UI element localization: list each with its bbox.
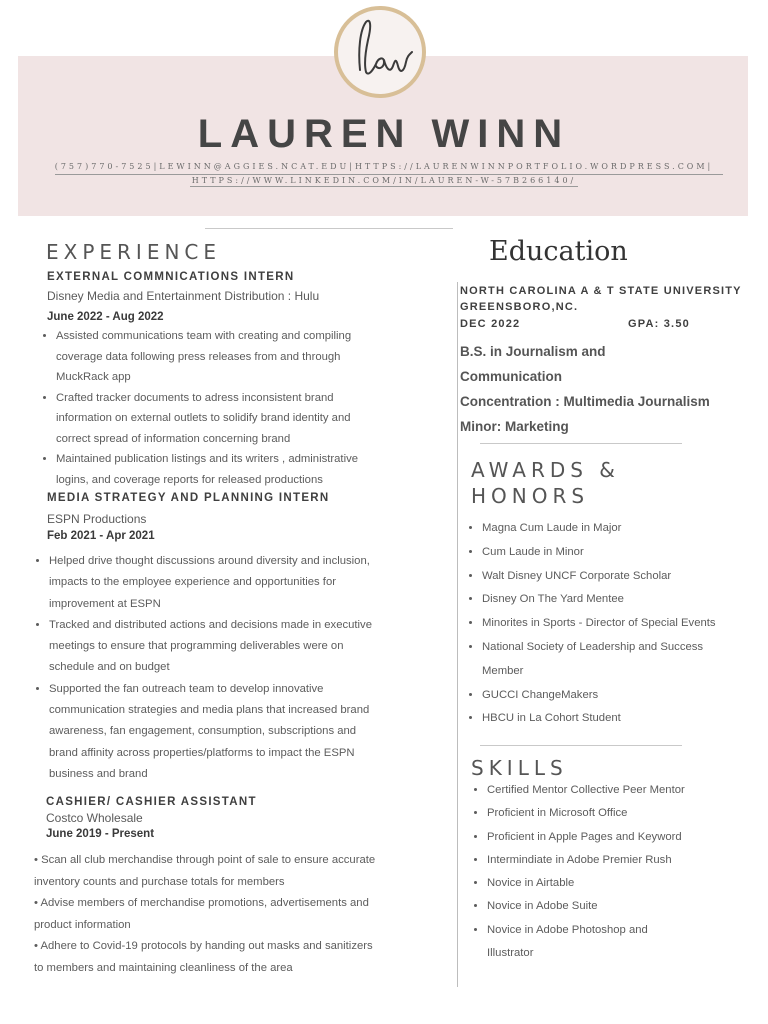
awards-heading: AWARDS & <box>471 458 620 482</box>
job-dates: June 2019 - Present <box>46 828 155 840</box>
duty-item: • Maintained publication listings and its writers , administrative <box>56 449 416 470</box>
contact-info-line-2[interactable]: HTTPS://WWW.LINKEDIN.COM/IN/LAUREN-W-57B266140/ <box>191 176 577 185</box>
degree-line: B.S. in Journalism and <box>460 344 606 359</box>
duty-line: • Adhere to Covid-19 protocols by handing out masks and sanitizers <box>34 940 373 952</box>
awards-list <box>470 517 752 731</box>
duty-line: • Scan all club merchandise through point of sale to ensure accurate <box>34 854 376 866</box>
duty-continuation: correct spread of information concerning brand <box>56 432 291 445</box>
duty-continuation: MuckRack app <box>56 371 131 383</box>
skill-item: • Proficient in Apple Pages and Keyword <box>487 826 757 849</box>
degree-line: Communication <box>460 369 563 384</box>
skill-continuation: Illustrator <box>487 947 534 960</box>
duty-continuation: schedule and on budget <box>49 661 170 674</box>
duty-line: to members and maintaining cleanliness of the area <box>34 961 293 974</box>
job-duties <box>34 850 434 979</box>
skill-item: • Novice in Adobe Photoshop and <box>487 919 757 942</box>
minor: Minor: Marketing <box>460 419 569 434</box>
duty-line: product information <box>34 918 131 931</box>
duty-item: • Helped drive thought discussions around diversity and inclusion, <box>49 551 429 572</box>
school-name: NORTH CAROLINA A & T STATE UNIVERSITY <box>460 285 742 297</box>
duty-item: • Tracked and distributed actions and decisions made in executive <box>49 615 429 636</box>
duty-continuation: information on external outlets to solidify brand identity and <box>56 412 351 424</box>
duty-continuation: impacts to the employee experience and opportunities for <box>49 576 336 589</box>
contact-info-line-1[interactable]: (757)770-7525|LEWINN@AGGIES.NCAT.EDU|HTTPS://LAURENWINNPORTFOLIO.WORDPRESS.COM| <box>54 162 714 171</box>
job-duties <box>37 551 429 785</box>
award-item: • National Society of Leadership and Success <box>482 636 752 660</box>
skill-item: • Proficient in Microsoft Office <box>487 802 757 825</box>
duty-continuation: improvement at ESPN <box>49 597 161 610</box>
award-continuation: Member <box>482 664 524 677</box>
duty-continuation: communication strategies and media plans that increased brand <box>49 704 370 717</box>
candidate-name: LAUREN WINN <box>197 112 571 156</box>
duty-item: • Assisted communications team with creating and compiling <box>56 326 416 347</box>
section-divider <box>480 745 682 746</box>
job-title: EXTERNAL COMMNICATIONS INTERN <box>47 271 295 283</box>
gpa: GPA: 3.50 <box>628 318 690 330</box>
job-company: ESPN Productions <box>47 512 147 526</box>
skill-item: • Novice in Airtable <box>487 872 757 895</box>
concentration: Concentration : Multimedia Journalism <box>460 394 710 409</box>
school-location: GREENSBORO,NC. <box>460 301 579 313</box>
award-item: • Disney On The Yard Mentee <box>482 588 752 612</box>
monogram-logo <box>334 6 426 98</box>
award-item: • GUCCI ChangeMakers <box>482 684 752 708</box>
duty-continuation: coverage data following press releases from and through <box>56 350 341 363</box>
job-dates: June 2022 - Aug 2022 <box>47 311 164 323</box>
duty-continuation: business and brand <box>49 767 148 780</box>
graduation-date: DEC 2022 <box>460 318 521 330</box>
duty-item: • Supported the fan outreach team to develop innovative <box>49 679 429 700</box>
award-item: • Magna Cum Laude in Major <box>482 517 752 541</box>
education-heading: Education <box>489 236 628 267</box>
contact-underline <box>55 174 723 175</box>
award-item: • HBCU in La Cohort Student <box>482 707 752 731</box>
job-title: CASHIER/ CASHIER ASSISTANT <box>46 796 257 808</box>
job-dates: Feb 2021 - Apr 2021 <box>47 530 155 542</box>
skill-item: • Novice in Adobe Suite <box>487 895 757 918</box>
experience-heading: EXPERIENCE <box>46 240 222 264</box>
job-company: Disney Media and Entertainment Distribution : Hulu <box>47 289 320 303</box>
column-divider <box>457 282 458 987</box>
duty-continuation: awareness, fan engagement, consumption, subscriptions and <box>49 725 357 738</box>
skill-item: • Certified Mentor Collective Peer Mentor <box>487 779 757 802</box>
job-company: Costco Wholesale <box>46 811 143 825</box>
award-item: • Cum Laude in Minor <box>482 541 752 565</box>
skill-item: • Intermindiate in Adobe Premier Rush <box>487 849 757 872</box>
duty-continuation: brand affinity across properties/platforms to impact the ESPN <box>49 746 355 759</box>
header-divider <box>205 228 453 229</box>
awards-heading: HONORS <box>471 484 590 508</box>
duty-line: • Advise members of merchandise promotions, advertisements and <box>34 897 369 909</box>
duty-continuation: logins, and coverage reports for released productions <box>56 473 323 486</box>
duty-continuation: meetings to ensure that programming deliverables were on <box>49 640 344 653</box>
contact-underline <box>190 186 578 187</box>
job-duties <box>44 326 416 490</box>
job-title: MEDIA STRATEGY AND PLANNING INTERN <box>47 492 330 504</box>
award-item: • Minorites in Sports - Director of Special Events <box>482 612 752 636</box>
award-item: • Walt Disney UNCF Corporate Scholar <box>482 565 752 589</box>
section-divider <box>480 443 682 444</box>
duty-item: • Crafted tracker documents to adress inconsistent brand <box>56 388 416 409</box>
skills-heading: SKILLS <box>471 756 568 780</box>
skills-list <box>475 779 757 965</box>
duty-line: inventory counts and purchase totals for members <box>34 875 285 888</box>
